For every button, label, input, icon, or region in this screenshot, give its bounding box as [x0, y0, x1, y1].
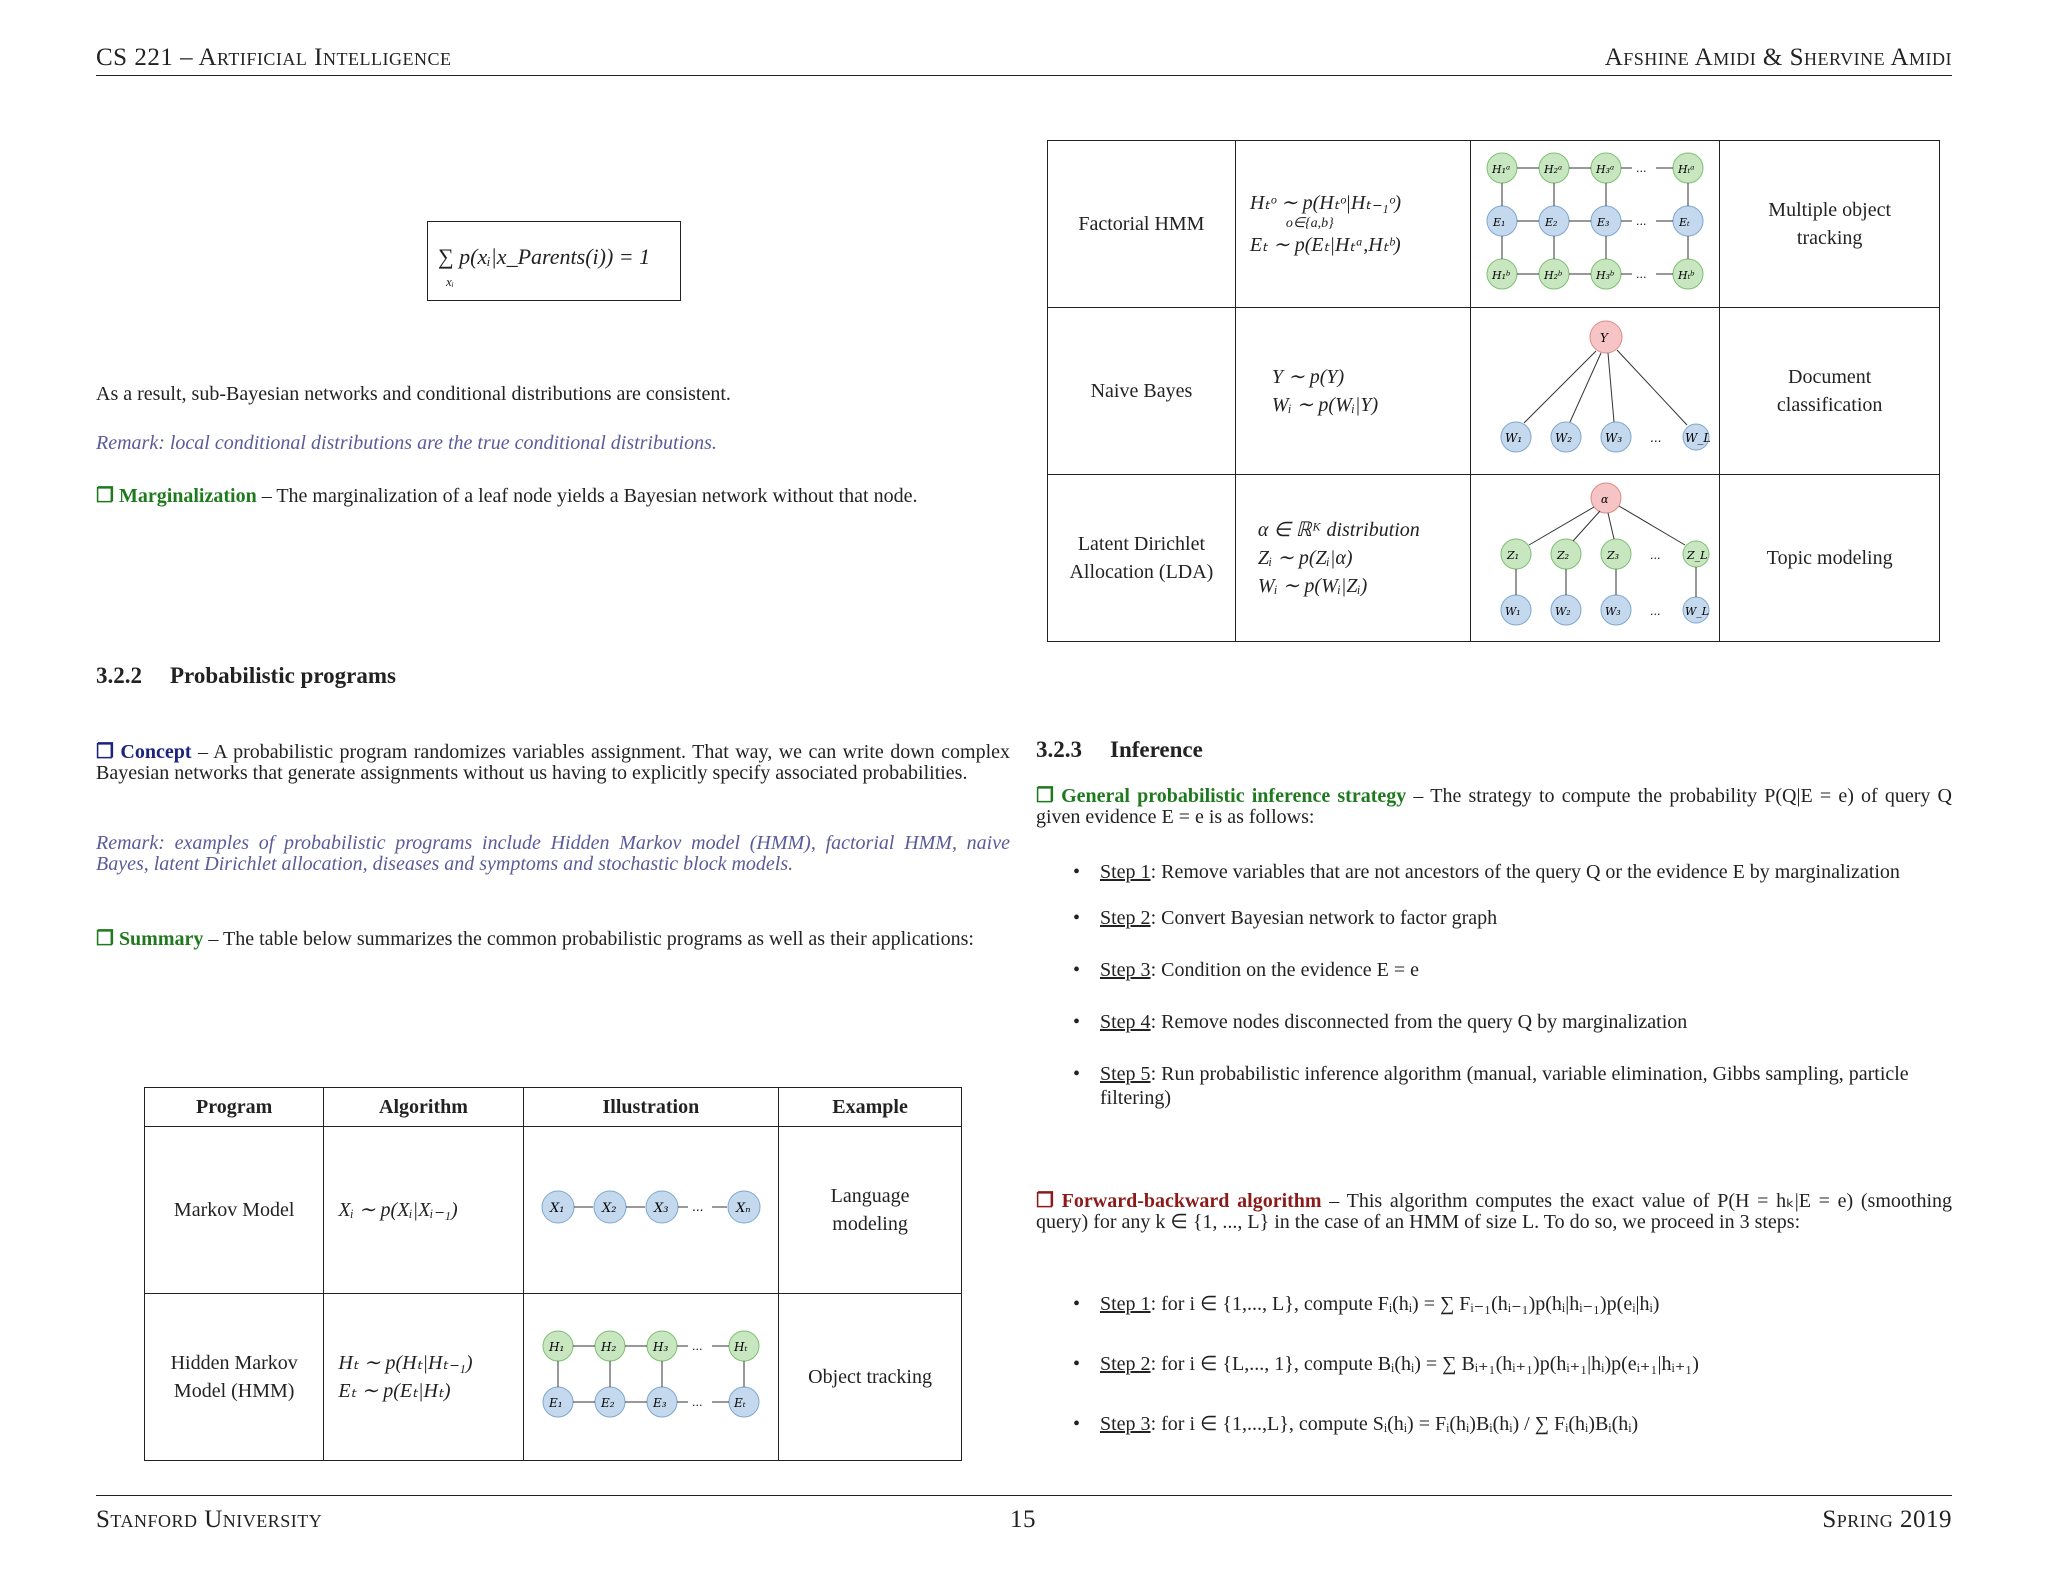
cell-program: Markov Model [145, 1127, 324, 1294]
svg-text:Z₂: Z₂ [1557, 549, 1570, 562]
cell-algorithm [1235, 308, 1470, 475]
header-left: CS 221 – Artificial Intelligence [96, 44, 452, 71]
cell-program: Latent Dirichlet Allocation (LDA) [1048, 475, 1236, 642]
lda-illustration [1480, 480, 1710, 630]
th-illustration: Illustration [523, 1088, 779, 1127]
alg-line: Wᵢ ∼ p(Wᵢ|Y) [1271, 394, 1379, 416]
svg-text:H₃ᵇ: H₃ᵇ [1596, 269, 1615, 282]
cell-illustration [523, 1294, 779, 1461]
footer-rule [96, 1495, 1952, 1496]
alg-line: Y ∼ p(Y) [1271, 366, 1345, 388]
factorial-hmm-illustration [1480, 146, 1710, 296]
cell-example: Document classification [1720, 308, 1940, 475]
svg-text:X₂: X₂ [601, 1201, 617, 1216]
alg-line: Wᵢ ∼ p(Wᵢ|Zᵢ) [1257, 575, 1368, 597]
cell-example: Topic modeling [1720, 475, 1940, 642]
svg-text:...: ... [1650, 431, 1662, 445]
svg-text:...: ... [1650, 549, 1661, 562]
cell-example: Multiple object tracking [1720, 141, 1940, 308]
alg-sub: o∈{a,b} [1285, 216, 1334, 231]
section-title: Probabilistic programs [170, 663, 396, 688]
forward-backward-keyword: Forward-backward algorithm [1061, 1190, 1322, 1212]
svg-text:X₁: X₁ [549, 1201, 565, 1216]
svg-text:E₂: E₂ [600, 1396, 615, 1410]
general-strategy-keyword: General probabilistic inference strategy [1061, 785, 1407, 807]
concept-text: – A probabilistic program randomizes variables assignment. That way, we can write down complex Bayesian networks that generate assignments without us having to explicitly specify associated probabilities. [96, 741, 1010, 784]
svg-text:H₂ᵇ: H₂ᵇ [1544, 269, 1563, 282]
alg-line: Zᵢ ∼ p(Zᵢ|α) [1257, 547, 1353, 569]
checkbox-icon: ❐ [96, 741, 121, 763]
header-right: Afshine Amidi & Shervine Amidi [1604, 44, 1952, 71]
checkbox-icon: ❐ [96, 928, 119, 950]
programs-table-2 [1047, 140, 1940, 642]
alg-line: Eₜ ∼ p(Eₜ|Hₜ) [338, 1380, 451, 1402]
list-item: • Step 1: Remove variables that are not ancestors of the query Q or the evidence E by marginalization [1073, 861, 1900, 883]
svg-text:W_L: W_L [1685, 431, 1710, 445]
concept-para [96, 742, 1010, 784]
svg-text:...: ... [691, 1340, 703, 1353]
cell-example: Language modeling [779, 1127, 962, 1294]
formula-box [427, 221, 681, 301]
svg-text:Hₜᵇ: Hₜᵇ [1678, 269, 1695, 282]
svg-text:E₁: E₁ [1493, 216, 1506, 229]
svg-text:H₁: H₁ [548, 1340, 565, 1354]
svg-text:H₂: H₂ [600, 1340, 617, 1354]
alg-line: Hₜᵒ ∼ p(Hₜᵒ|Hₜ₋₁ᵒ) [1249, 192, 1402, 214]
svg-text:α: α [1601, 493, 1609, 506]
svg-text:H₁ᵇ: H₁ᵇ [1492, 269, 1511, 282]
list-item: • Step 4: Remove nodes disconnected from the query Q by marginalization [1073, 1011, 1688, 1033]
cell-program: Naive Bayes [1048, 308, 1236, 475]
footer-left: Stanford University [96, 1506, 323, 1533]
remark-examples: Remark: examples of probabilistic programs include Hidden Markov model (HMM), factorial HMM, naive Bayes, latent Dirichlet allocation, diseases and symptoms and stochastic block models. [96, 832, 1010, 875]
section-title: Inference [1110, 737, 1203, 762]
cell-program: Hidden Markov Model (HMM) [145, 1294, 324, 1461]
alg-line: Hₜ ∼ p(Hₜ|Hₜ₋₁) [338, 1352, 473, 1374]
cell-illustration [1470, 308, 1720, 475]
concept-keyword: Concept [120, 741, 192, 763]
svg-text:W₁: W₁ [1505, 605, 1521, 618]
svg-text:Hₜᵃ: Hₜᵃ [1678, 163, 1695, 176]
svg-text:W₃: W₃ [1605, 431, 1623, 445]
alg-line: α ∈ ℝᴷ distribution [1257, 519, 1420, 541]
svg-text:E₂: E₂ [1545, 216, 1558, 229]
svg-text:H₃: H₃ [652, 1340, 669, 1354]
svg-text:Hₜ: Hₜ [733, 1340, 748, 1354]
formula-sub: xᵢ [446, 274, 454, 289]
marginalization-para [96, 486, 1010, 507]
th-algorithm: Algorithm [324, 1088, 523, 1127]
svg-text:E₃: E₃ [1597, 216, 1610, 229]
section-3-2-3 [1036, 737, 1203, 763]
svg-text:H₁ᵃ: H₁ᵃ [1492, 163, 1511, 176]
remark-local: Remark: local conditional distributions are the true conditional distributions. [96, 432, 717, 454]
svg-text:H₃ᵃ: H₃ᵃ [1596, 163, 1615, 176]
checkbox-icon: ❐ [96, 485, 119, 507]
forward-backward-para [1036, 1191, 1952, 1233]
list-item: • Step 2: for i ∈ {L,..., 1}, compute Bᵢ(hᵢ) = ∑ Bᵢ₊₁(hᵢ₊₁)p(hᵢ₊₁|hᵢ)p(eᵢ₊₁|hᵢ₊₁) [1073, 1353, 1699, 1375]
svg-text:Z₁: Z₁ [1507, 549, 1520, 562]
alg-line: Eₜ ∼ p(Eₜ|Hₜᵃ,Hₜᵇ) [1249, 234, 1401, 256]
formula-text: ∑ p(xᵢ|x_Parents(i)) = 1 [438, 244, 651, 269]
cell-program: Factorial HMM [1048, 141, 1236, 308]
checkbox-icon: ❐ [1036, 785, 1062, 807]
svg-text:Eₜ: Eₜ [733, 1396, 746, 1410]
forward-backward-steps [1036, 1292, 1952, 1436]
svg-text:Xₙ: Xₙ [735, 1201, 751, 1216]
cell-example: Object tracking [779, 1294, 962, 1461]
svg-text:Z_L: Z_L [1687, 549, 1708, 562]
cell-illustration [1470, 141, 1720, 308]
svg-text:W₂: W₂ [1555, 431, 1573, 445]
svg-text:...: ... [1636, 268, 1647, 281]
svg-text:...: ... [691, 1396, 703, 1409]
svg-text:W₂: W₂ [1555, 605, 1571, 618]
section-3-2-2 [96, 663, 396, 689]
section-num: 3.2.3 [1036, 737, 1082, 762]
svg-text:...: ... [1650, 605, 1661, 618]
page-number: 15 [1010, 1506, 1036, 1533]
svg-text:W₁: W₁ [1505, 431, 1523, 445]
svg-text:X₃: X₃ [653, 1201, 669, 1216]
svg-text:Eₜ: Eₜ [1679, 216, 1690, 229]
cell-algorithm [324, 1294, 523, 1461]
summary-keyword: Summary [118, 928, 204, 950]
svg-text:Y: Y [1600, 331, 1608, 345]
svg-text:...: ... [1636, 162, 1647, 175]
general-strategy-text: – The strategy to compute the probability P(Q|E = e) of query Q given evidence E = e is as follows: [1036, 785, 1952, 828]
svg-text:H₂ᵃ: H₂ᵃ [1544, 163, 1563, 176]
inference-steps [1036, 860, 1952, 1110]
cell-illustration [523, 1127, 779, 1294]
result-text: As a result, sub-Bayesian networks and conditional distributions are consistent. [96, 383, 731, 405]
th-example: Example [779, 1088, 962, 1127]
list-item: • Step 3: for i ∈ {1,...,L}, compute Sᵢ(hᵢ) = Fᵢ(hᵢ)Bᵢ(hᵢ) / ∑ Fᵢ(hᵢ)Bᵢ(hᵢ) [1073, 1413, 1639, 1435]
list-item: • Step 5: Run probabilistic inference algorithm (manual, variable elimination, Gibbs sampling, particle filtering) [1073, 1063, 1909, 1109]
markov-chain-illustration [536, 1177, 766, 1237]
svg-text:E₃: E₃ [652, 1396, 667, 1410]
forward-backward-text: – This algorithm computes the exact value of P(H = hₖ|E = e) (smoothing query) for any k ∈ {1, ..., L} in the case of an HMM of size L. To do so, we proceed in 3 steps: [1036, 1190, 1952, 1233]
list-item: • Step 2: Convert Bayesian network to factor graph [1073, 907, 1498, 929]
summary-para [96, 929, 1010, 950]
marginalization-keyword: Marginalization [118, 485, 257, 507]
list-item: • Step 1: for i ∈ {1,..., L}, compute Fᵢ(hᵢ) = ∑ Fᵢ₋₁(hᵢ₋₁)p(hᵢ|hᵢ₋₁)p(eᵢ|hᵢ) [1073, 1293, 1660, 1315]
section-num: 3.2.2 [96, 663, 142, 688]
list-item: • Step 3: Condition on the evidence E = e [1073, 959, 1419, 981]
naive-bayes-illustration [1480, 313, 1710, 463]
checkbox-icon: ❐ [1036, 1190, 1062, 1212]
summary-text: – The table below summarizes the common probabilistic programs as well as their applications: [203, 928, 974, 950]
svg-text:...: ... [691, 1200, 704, 1214]
cell-algorithm [1235, 475, 1470, 642]
svg-text:Z₃: Z₃ [1607, 549, 1620, 562]
cell-illustration [1470, 475, 1720, 642]
svg-text:W₃: W₃ [1605, 605, 1621, 618]
footer-right: Spring 2019 [1822, 1506, 1952, 1533]
header-rule [96, 75, 1952, 76]
marginalization-text: – The marginalization of a leaf node yields a Bayesian network without that node. [256, 485, 918, 507]
svg-text:E₁: E₁ [548, 1396, 563, 1410]
svg-text:...: ... [1636, 215, 1647, 228]
svg-text:W_L: W_L [1685, 605, 1710, 618]
programs-table-1 [144, 1087, 962, 1461]
cell-algorithm: Xᵢ ∼ p(Xᵢ|Xᵢ₋₁) [324, 1127, 523, 1294]
th-program: Program [145, 1088, 324, 1127]
cell-algorithm [1235, 141, 1470, 308]
hmm-illustration [536, 1319, 766, 1429]
general-strategy-para [1036, 786, 1952, 828]
